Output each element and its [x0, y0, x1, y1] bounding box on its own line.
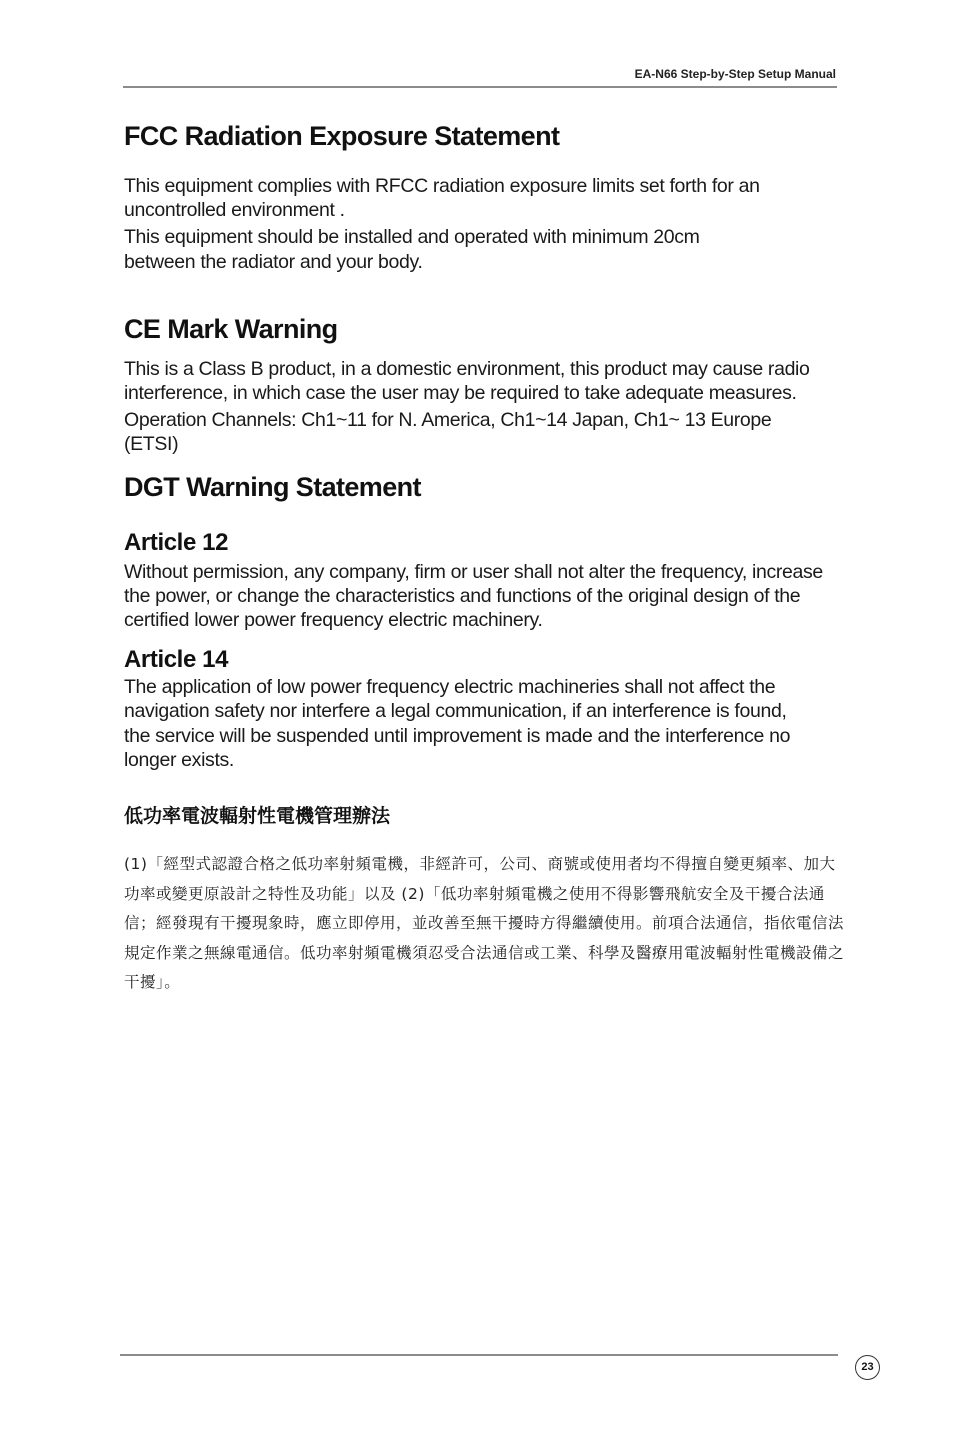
- fcc-paragraph-2: This equipment should be installed and operated with minimum 20cm between the radiator and your body.: [124, 226, 700, 273]
- header-divider: [123, 86, 837, 88]
- chinese-regulation-body: (1)「經型式認證合格之低功率射頻電機，非經許可，公司、商號或使用者均不得擅自變更頻率、加大功率或變更原設計之特性及功能」以及 (2)「低功率射頻電機之使用不得影響飛航安全及干擾合法通信；經發現有干擾現象時，應立即停用，並改善至無干擾時方得繼續使用。前項合法通信，指依電信法規定作業之無線電通信。低功率射頻電機須忍受合法通信或工業、科學及醫療用電波輻射性電機設備之干擾」。: [124, 855, 845, 992]
- article-14-heading: Article 14: [124, 646, 229, 674]
- article-12-body: Without permission, any company, firm or user shall not alter the frequency, increase the power, or change the characteristics and functions of the original design of the certified lower power frequency electric machinery.: [124, 560, 823, 632]
- ce-paragraph-1: This is a Class B product, in a domestic environment, this product may cause radio interference, in which case the user may be required to take adequate measures.: [124, 357, 810, 405]
- fcc-paragraph-1: This equipment complies with RFCC radiation exposure limits set forth for an uncontrolled environment .: [124, 175, 760, 222]
- article-12-heading: Article 12: [124, 528, 229, 556]
- fcc-heading: FCC Radiation Exposure Statement: [124, 121, 560, 151]
- page-content: [124, 118, 845, 998]
- dgt-heading: DGT Warning Statement: [124, 471, 421, 502]
- article-14-body: The application of low power frequency electric machineries shall not affect the navigation safety nor interfere a legal communication, if an interference is found, the service will be suspended until improvement is made and the interference no longer exists.: [124, 676, 791, 771]
- ce-paragraph-2: Operation Channels: Ch1~11 for N. America, Ch1~14 Japan, Ch1~ 13 Europe (ETSI): [124, 409, 772, 456]
- manual-title: EA-N66 Step-by-Step Setup Manual: [634, 67, 836, 81]
- footer-divider: [120, 1354, 838, 1356]
- ce-heading: CE Mark Warning: [124, 313, 338, 344]
- page-number: 23: [855, 1355, 880, 1380]
- chinese-regulation-heading: 低功率電波輻射性電機管理辦法: [124, 805, 391, 828]
